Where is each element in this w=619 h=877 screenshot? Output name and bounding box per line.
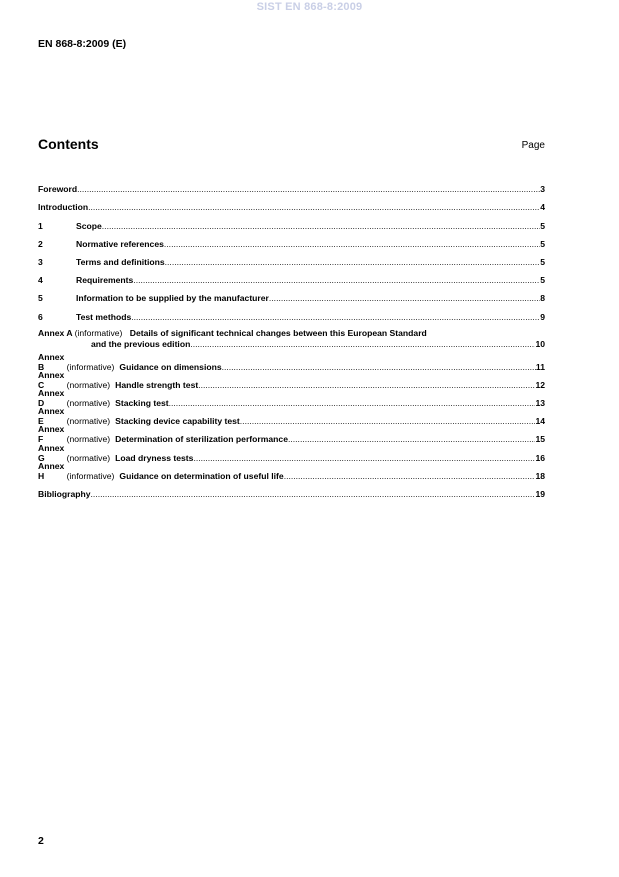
annex-kind: (informative) — [74, 327, 123, 338]
document-id: EN 868-8:2009 (E) — [38, 38, 127, 50]
dot-leader — [190, 339, 535, 350]
toc-entry-number: 5 — [38, 293, 43, 304]
annex-title: Guidance on dimensions — [119, 361, 222, 372]
toc-entry-manufacturer-information[interactable] — [38, 285, 545, 303]
watermark: SIST EN 868-8:2009 — [256, 1, 363, 13]
annex-id: Annex G — [38, 442, 65, 463]
toc-entry-title: Normative references — [76, 238, 164, 249]
toc-entry-annex-b[interactable] — [38, 351, 545, 372]
toc-entry-page: 11 — [535, 361, 545, 372]
annex-id: Annex D — [38, 388, 65, 409]
toc-entry-page: 8 — [540, 293, 545, 304]
toc-entry-page: 5 — [540, 256, 545, 267]
toc-entry-page: 3 — [540, 184, 545, 195]
toc-entry-page: 19 — [535, 489, 545, 499]
dot-leader — [240, 416, 536, 426]
toc-entry-test-methods[interactable] — [38, 303, 545, 321]
toc-entry-annex-f[interactable] — [38, 426, 545, 444]
toc-entry-page: 5 — [540, 275, 545, 286]
dot-leader — [77, 184, 540, 194]
toc-entry-number: 2 — [38, 238, 43, 249]
dot-leader — [169, 398, 536, 408]
toc-entry-page: 12 — [535, 379, 545, 390]
toc-entry-annex-e[interactable] — [38, 408, 545, 426]
annex-kind: (informative) — [66, 361, 115, 372]
annex-title-line1: Details of significant technical changes between this European Standard — [129, 327, 427, 338]
toc-entry-annex-h[interactable] — [38, 460, 545, 481]
dot-leader — [133, 275, 540, 285]
annex-title-line2: and the previous edition — [91, 338, 191, 349]
toc-entry-page: 4 — [540, 202, 545, 213]
toc-entry-annex-d[interactable] — [38, 390, 545, 408]
toc-entry-requirements[interactable] — [38, 267, 545, 285]
toc-entry-title: Introduction — [38, 202, 89, 213]
toc-entry-introduction[interactable] — [38, 194, 545, 212]
toc-entry-title: Test methods — [76, 311, 132, 322]
annex-title: Determination of sterilization performance — [115, 434, 288, 445]
annex-kind: (normative) — [66, 379, 111, 390]
dot-leader — [284, 471, 536, 481]
annex-kind: (normative) — [66, 452, 111, 463]
annex-id: Annex H — [38, 460, 65, 481]
dot-leader — [91, 489, 536, 499]
toc-entry-title: Foreword — [38, 184, 78, 195]
annex-title: Guidance on determination of useful life — [119, 470, 284, 481]
toc-entry-page: 14 — [535, 416, 545, 427]
toc-entry-page: 9 — [540, 311, 545, 322]
annex-id: Annex C — [38, 369, 65, 390]
toc-entry-page: 5 — [540, 220, 545, 231]
toc-entry-number: 3 — [38, 256, 43, 267]
annex-title: Stacking device capability test — [115, 416, 240, 427]
toc-entry-page: 18 — [535, 470, 545, 481]
annex-title: Stacking test — [115, 398, 169, 409]
dot-leader — [288, 434, 535, 444]
table-of-contents — [38, 176, 545, 499]
toc-entry-title: Information to be supplied by the manufacturer — [76, 293, 269, 304]
toc-entry-bibliography[interactable] — [38, 481, 545, 499]
toc-entry-title: Bibliography — [38, 489, 91, 499]
dot-leader — [222, 362, 536, 372]
toc-entry-foreword[interactable] — [38, 176, 545, 194]
toc-entry-annex-a[interactable] — [38, 322, 545, 354]
dot-leader — [165, 257, 541, 267]
toc-entry-title: Terms and definitions — [76, 256, 165, 267]
toc-entry-page: 10 — [535, 338, 545, 349]
toc-entry-number: 1 — [38, 220, 43, 231]
page-number: 2 — [38, 835, 44, 847]
toc-entry-terms-and-definitions[interactable] — [38, 249, 545, 267]
dot-leader — [131, 312, 540, 322]
toc-entry-page: 16 — [535, 452, 545, 463]
page-column-label: Page — [521, 140, 545, 151]
toc-entry-page: 13 — [535, 398, 545, 409]
toc-entry-scope[interactable] — [38, 212, 545, 230]
toc-entry-annex-g[interactable] — [38, 444, 545, 462]
toc-entry-page: 15 — [535, 434, 545, 445]
annex-kind: (normative) — [66, 398, 111, 409]
toc-entry-page: 5 — [540, 238, 545, 249]
annex-kind: (normative) — [66, 434, 111, 445]
dot-leader — [198, 380, 535, 390]
toc-entry-number: 4 — [38, 275, 43, 286]
dot-leader — [269, 293, 540, 303]
annex-id: Annex F — [38, 424, 65, 445]
annex-title: Load dryness tests — [115, 452, 194, 463]
annex-id: Annex A — [38, 327, 73, 338]
dot-leader — [164, 239, 540, 249]
annex-kind: (informative) — [66, 470, 115, 481]
toc-entry-normative-references[interactable] — [38, 231, 545, 249]
dot-leader — [102, 221, 540, 231]
toc-entry-title: Scope — [76, 220, 102, 231]
annex-id: Annex B — [38, 351, 65, 372]
annex-title: Handle strength test — [115, 379, 199, 390]
dot-leader — [88, 202, 540, 212]
toc-entry-number: 6 — [38, 311, 43, 322]
toc-entry-title: Requirements — [76, 275, 134, 286]
contents-title: Contents — [38, 136, 99, 152]
annex-kind: (normative) — [66, 416, 111, 427]
toc-entry-annex-c[interactable] — [38, 369, 545, 390]
dot-leader — [193, 453, 535, 463]
annex-id: Annex E — [38, 406, 65, 427]
